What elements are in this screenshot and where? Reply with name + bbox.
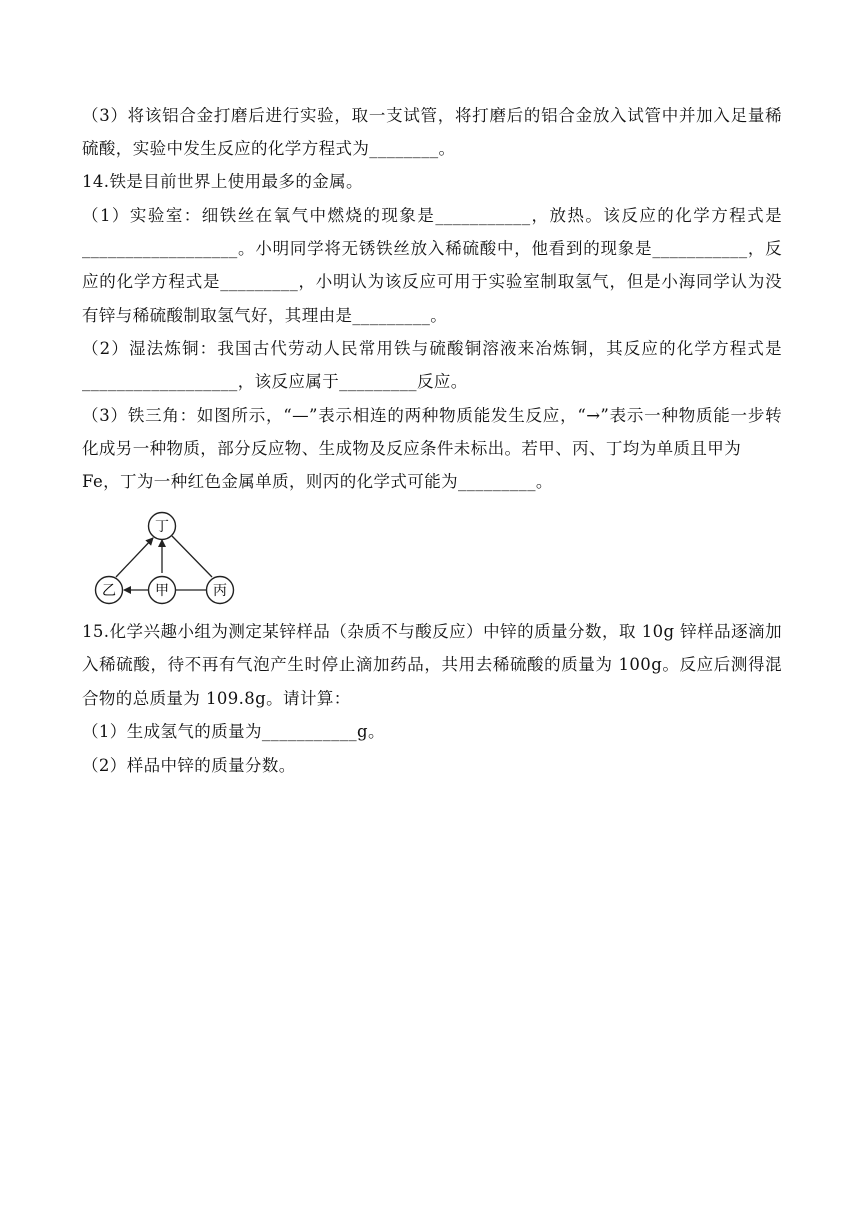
node-bing (207, 577, 234, 604)
q14-part1-line4: 有锌与稀硫酸制取氢气好，其理由是_________。 (82, 306, 448, 325)
edge-ding-bing (172, 536, 212, 577)
q14-part3-line3: Fe，丁为一种红色金属单质，则丙的化学式可能为_________。 (82, 472, 553, 491)
iron-triangle-diagram (86, 508, 242, 608)
svg-text:甲: 甲 (155, 583, 169, 599)
node-yi (96, 577, 123, 604)
q15-stem-line3: 合物的总质量为 109.8g。请计算： (82, 689, 351, 708)
q14-part3-line2: 化成另一种物质，部分反应物、生成物及反应条件未标出。若甲、丙、丁均为单质且甲为 (82, 439, 742, 458)
node-jia (149, 577, 176, 604)
svg-text:丁: 丁 (155, 519, 169, 535)
q14-stem: 14.铁是目前世界上使用最多的金属。 (82, 172, 363, 191)
q14-part2-line1: （2）湿法炼铜：我国古代劳动人民常用铁与硫酸铜溶液来冶炼铜，其反应的化学方程式是 (82, 339, 782, 358)
q14-part3-line1: （3）铁三角：如图所示，“—”表示相连的两种物质能发生反应，“→”表示一种物质能一步转 (82, 406, 782, 425)
q14-part1-line3: 应的化学方程式是_________，小明认为该反应可用于实验室制取氢气，但是小海同学认为没 (82, 272, 782, 291)
q13-part3-line2: 硫酸，实验中发生反应的化学方程式为________。 (82, 139, 456, 158)
q13-part3-line1: （3）将该铝合金打磨后进行实验，取一支试管，将打磨后的铝合金放入试管中并加入足量稀 (82, 106, 782, 125)
svg-text:丙: 丙 (213, 583, 227, 599)
q15-stem-line1: 15.化学兴趣小组为测定某锌样品（杂质不与酸反应）中锌的质量分数，取 10g 锌样品逐滴加 (82, 622, 782, 641)
q15-stem-line2: 入稀硫酸，待不再有气泡产生时停止滴加药品，共用去稀硫酸的质量为 100g。反应后测得混 (82, 655, 782, 674)
q15-part2: （2）样品中锌的质量分数。 (82, 756, 296, 775)
svg-text:乙: 乙 (102, 583, 116, 599)
q15-part1: （1）生成氢气的质量为___________g。 (82, 722, 385, 741)
node-ding (149, 513, 176, 540)
edge-yi-to-ding (116, 538, 153, 577)
q14-part1-line1: （1）实验室：细铁丝在氧气中燃烧的现象是___________，放热。该反应的化学方程式是 (82, 206, 782, 225)
q14-part2-line2: __________________，该反应属于_________反应。 (82, 372, 468, 391)
q14-part1-line2: __________________。小明同学将无锈铁丝放入稀硫酸中，他看到的现象是___________，反 (82, 239, 782, 258)
